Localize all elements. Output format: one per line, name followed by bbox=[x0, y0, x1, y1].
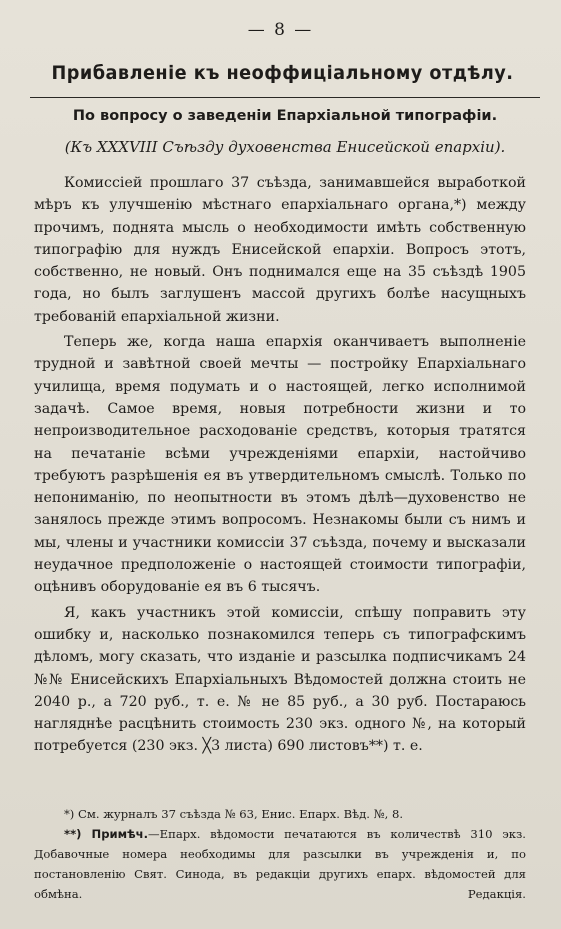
paragraph-3: Я, какъ участникъ этой комиссіи, спѣшу поправить эту ошибку и, насколько познакомился теперь съ типографскимъ дѣломъ, могу сказать, что изданіе и разсылка подписчикамъ 24 №№ Енисейскихъ Епархіальныхъ Вѣдомостей должна стоить не 2040 р., а 720 руб., т. е. № не 85 руб., а 30 руб. Постараюсь нагляднѣе расцѣнить стоимость 230 экз. одного №, на который потребуется (230 экз. ╳3 листа) 690 листовъ**) т. е. bbox=[34, 604, 526, 755]
footnote-2 bbox=[34, 824, 526, 904]
article-body bbox=[34, 172, 526, 758]
paragraph-1: Комиссіей прошлаго 37 съѣзда, занимавшейся выработкой мѣръ къ улучшенію мѣстнаго епархіальнаго органа,*) между прочимъ, поднята мысль о необходимости имѣть собственную типографію для нуждъ Енисейской епархіи. Вопросъ этотъ, собственно, не новый. Онъ поднимался еще на 35 съѣздѣ 1905 года, но былъ заглушенъ массой другихъ болѣе насущныхъ требованій епархіальной жизни. bbox=[34, 175, 526, 325]
page-number: — 8 — bbox=[247, 20, 314, 40]
title-rule bbox=[30, 97, 540, 98]
article-subtitle: (Къ XXXVIII Съѣзду духовенства Енисейской епархіи). bbox=[64, 138, 506, 156]
footnotes bbox=[34, 804, 526, 904]
footnote-2-label: **) Примѣч. bbox=[64, 827, 149, 841]
paragraph-2: Теперь же, когда наша епархія оканчиваетъ выполненіе трудной и завѣтной своей мечты — постройку Епархіальнаго училища, время подумать и о настоящей, легко исполнимой задачѣ. Самое время, новыя потребности жизни и то непроизводительное расходованіе средствъ, которыя тратятся на печатаніе всѣми учрежденіями епархіи, настойчиво требуютъ разрѣшенія ея въ утвердительномъ смыслѣ. Только по непониманію, по неопытности въ этомъ дѣлѣ—духовенство не занялось прежде этимъ вопросомъ. Незнакомы были съ нимъ и мы, члены и участники комиссіи 37 съѣзда, почему и высказали неудачное предположеніе о настоящей стоимости типографіи, оцѣнивъ оборудованіе ея въ 6 тысячъ. bbox=[34, 334, 526, 596]
footnote-1: *) См. журналъ 37 съѣзда № 63, Енис. Епарх. Вѣд. №, 8. bbox=[64, 807, 404, 821]
supplement-title: Прибавленіе къ неоффиціальному отдѣлу. bbox=[51, 62, 514, 84]
editorial-signoff: Редакція. bbox=[467, 887, 526, 901]
footnote-2-text: —Епарх. вѣдомости печатаются въ количествѣ 310 экз. Добавочные номера необходимы для разсылки въ учрежденія и, по постановленію Свят. Синода, въ редакціи другихъ епарх. вѣдомостей для обмѣна. bbox=[34, 827, 526, 901]
article-title: По вопросу о заведеніи Епархіальной типографіи. bbox=[72, 108, 498, 124]
